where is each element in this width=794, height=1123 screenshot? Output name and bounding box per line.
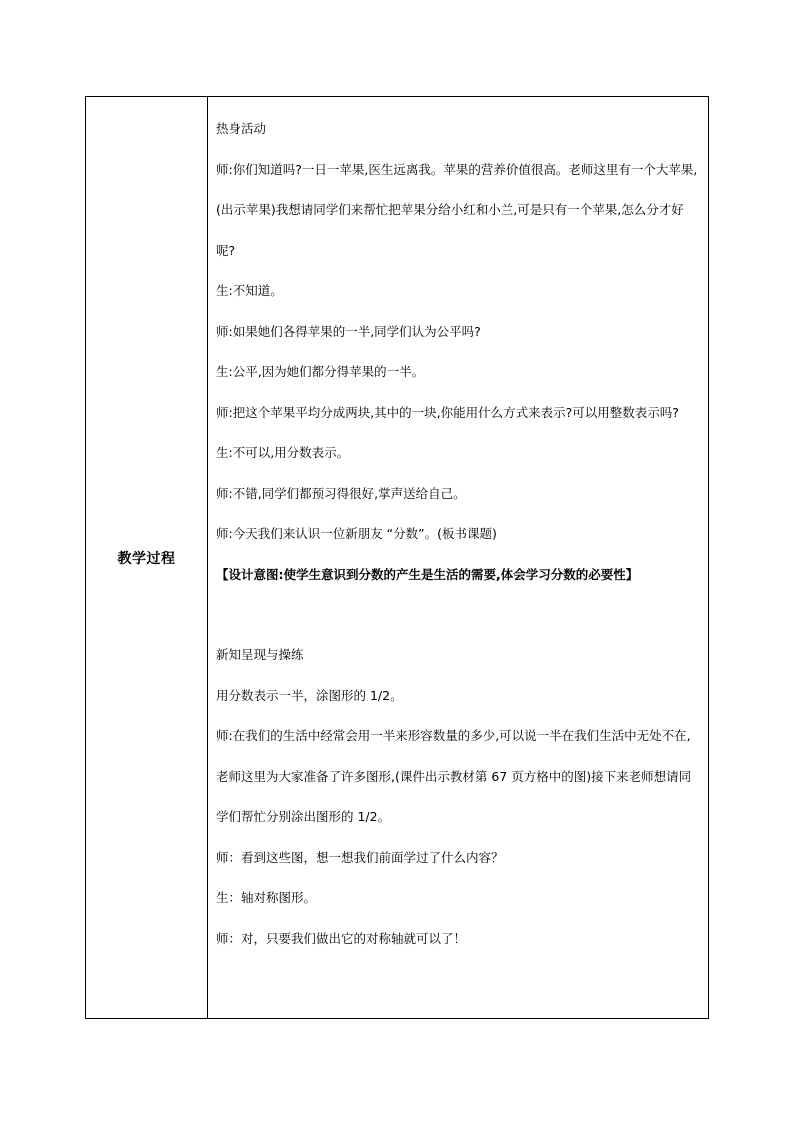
student-line-fraction: 生:不可以,用分数表示。 (216, 445, 350, 460)
teacher-line-praise: 师:不错,同学们都预习得很好,掌声送给自己。 (216, 485, 466, 501)
teacher-line-fair: 师:如果她们各得苹果的一半,同学们认为公平吗? (216, 323, 481, 339)
teacher-line-divide: 师:把这个苹果平均分成两块,其中的一块,你能用什么方式来表示?可以用整数表示吗? (216, 404, 679, 420)
teacher-line-apple: 师:你们知道吗?一日一苹果,医生远离我。苹果的营养价值很高。老师这里有一个大苹果,(出示苹果)我想请同学们来帮忙把苹果分给小红和小兰,可是只有一个苹果,怎么分才好呢? (216, 161, 698, 258)
content-cell (208, 97, 708, 1018)
student-line-dont-know: 生:不知道。 (216, 283, 283, 298)
lesson-table (85, 96, 709, 1019)
teacher-line-axis: 师：对，只要我们做出它的对称轴就可以了！ (216, 930, 467, 946)
teacher-line-half: 师:在我们的生活中经常会用一半来形容数量的多少,可以说一半在我们生活中无处不在,老师这里为大家准备了许多图形,(课件出示教材第 67 页方格中的图)接下来老师想请同学们帮忙分别涂出图形的 1/2。 (216, 728, 692, 824)
design-intent: 【设计意图:使学生意识到分数的产生是生活的需要,体会学习分数的必要性】 (216, 566, 639, 582)
warmup-heading: 热身活动 (216, 121, 267, 136)
section-label: 教学过程 (117, 550, 176, 567)
new-knowledge-heading: 新知呈现与操练 (216, 647, 304, 662)
student-line-symmetry: 生：轴对称图形。 (216, 890, 317, 905)
teacher-line-recall: 师：看到这些图，想一想我们前面学过了什么内容？ (216, 849, 504, 865)
fraction-task: 用分数表示一半，涂图形的 1/2。 (216, 687, 403, 703)
section-label-cell (86, 97, 208, 1018)
teacher-line-topic: 师:今天我们来认识一位新朋友 “分数”。(板书课题) (216, 526, 497, 541)
student-line-fair: 生:公平,因为她们都分得苹果的一半。 (216, 364, 425, 379)
blank-gap (216, 595, 702, 635)
